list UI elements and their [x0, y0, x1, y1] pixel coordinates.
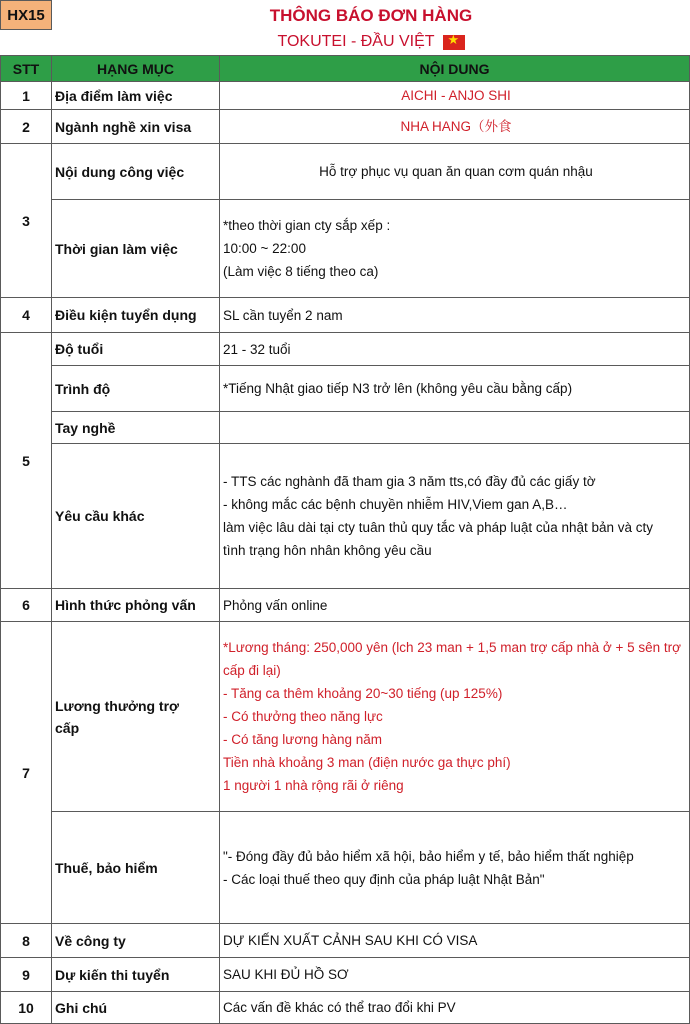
- text-line: - Có thưởng theo năng lực: [223, 709, 383, 724]
- page-title: THÔNG BÁO ĐƠN HÀNG: [269, 6, 473, 25]
- text-line: (Làm việc 8 tiếng theo ca): [223, 264, 379, 279]
- row-7-stt: 7: [0, 622, 52, 924]
- text-line: - Tăng ca thêm khoảng 20~30 tiếng (up 125%): [223, 686, 503, 701]
- col-header-content: NỘI DUNG: [220, 55, 690, 82]
- text-line: 1 người 1 nhà rộng rãi ở riêng: [223, 778, 404, 793]
- row-7b-value: [220, 812, 690, 924]
- row-5a-value: 21 - 32 tuổi: [220, 333, 690, 366]
- row-10-category: Ghi chú: [52, 992, 220, 1024]
- title-block: [52, 0, 690, 55]
- row-6-category: Hình thức phỏng vấn: [52, 589, 220, 622]
- row-9-value: SAU KHI ĐỦ HỒ SƠ: [220, 958, 690, 992]
- row-8-stt: 8: [0, 924, 52, 958]
- subtitle-text: TOKUTEI - ĐẦU VIỆT: [277, 33, 435, 50]
- col-header-stt: STT: [0, 55, 52, 82]
- row-5b-value: *Tiếng Nhật giao tiếp N3 trở lên (không yêu cầu bằng cấp): [220, 366, 690, 412]
- row-3b-category: Thời gian làm việc: [52, 200, 220, 298]
- row-7a-category: Lương thưởng trợ cấp: [52, 622, 220, 812]
- text-line: *Lương tháng: 250,000 yên (lch 23 man + 1,5 man trợ cấp nhà ở + 5 sên trợ cấp đi lại): [223, 640, 681, 678]
- row-1-stt: 1: [0, 82, 52, 110]
- row-5c-category: Tay nghề: [52, 412, 220, 444]
- row-10-value: Các vấn đề khác có thể trao đổi khi PV: [220, 992, 690, 1024]
- row-6-value: Phỏng vấn online: [220, 589, 690, 622]
- text-line: tình trạng hôn nhân không yêu cầu: [223, 543, 432, 558]
- row-5a-category: Độ tuổi: [52, 333, 220, 366]
- text-line: - không mắc các bệnh chuyền nhiễm HIV,Viem gan A,B…: [223, 497, 568, 512]
- row-5b-category: Trình độ: [52, 366, 220, 412]
- row-3a-category: Nội dung công việc: [52, 144, 220, 200]
- row-9-category: Dự kiến thi tuyển: [52, 958, 220, 992]
- text-line: 10:00 ~ 22:00: [223, 241, 306, 256]
- row-1-value: AICHI - ANJO SHI: [220, 82, 690, 110]
- row-7b-category: Thuế, bảo hiểm: [52, 812, 220, 924]
- vietnam-flag-icon: [443, 35, 465, 50]
- row-3-stt: 3: [0, 144, 52, 298]
- row-5c-value: [220, 412, 690, 444]
- text-line: - TTS các nghành đã tham gia 3 năm tts,có đầy đủ các giấy tờ: [223, 474, 596, 489]
- row-4-stt: 4: [0, 298, 52, 333]
- text-line: - Các loại thuế theo quy định của pháp luật Nhật Bản": [223, 871, 545, 887]
- col-header-category: HẠNG MỤC: [52, 55, 220, 82]
- row-2-stt: 2: [0, 110, 52, 144]
- row-3a-value: Hỗ trợ phục vụ quan ăn quan cơm quán nhậu: [220, 144, 690, 200]
- row-2-value: NHA HANG（外食: [220, 110, 690, 144]
- row-5d-value: [220, 444, 690, 589]
- text-line: "- Đóng đầy đủ bảo hiểm xã hội, bảo hiểm y tế, bảo hiểm thất nghiệp: [223, 848, 634, 864]
- text-line: *theo thời gian cty sắp xếp :: [223, 218, 391, 233]
- row-3b-value: [220, 200, 690, 298]
- row-8-category: Về công ty: [52, 924, 220, 958]
- row-4-value: SL cần tuyển 2 nam: [220, 298, 690, 333]
- row-5-stt: 5: [0, 333, 52, 589]
- row-1-category: Địa điểm làm việc: [52, 82, 220, 110]
- row-6-stt: 6: [0, 589, 52, 622]
- text-line: làm việc lâu dài tại cty tuân thủ quy tắc và pháp luật của nhật bản và cty: [223, 520, 654, 535]
- text-line: Tiền nhà khoảng 3 man (điện nước ga thực phí): [223, 755, 511, 770]
- text-line: - Có tăng lương hàng năm: [223, 732, 382, 747]
- row-5d-category: Yêu cầu khác: [52, 444, 220, 589]
- row-2-category: Ngành nghề xin visa: [52, 110, 220, 144]
- row-8-value: DỰ KIẾN XUẤT CẢNH SAU KHI CÓ VISA: [220, 924, 690, 958]
- row-9-stt: 9: [0, 958, 52, 992]
- row-10-stt: 10: [0, 992, 52, 1024]
- row-4-category: Điều kiện tuyển dụng: [52, 298, 220, 333]
- row-7a-value: [220, 622, 690, 812]
- page-subtitle: [52, 33, 690, 51]
- order-code: HX15: [0, 0, 52, 30]
